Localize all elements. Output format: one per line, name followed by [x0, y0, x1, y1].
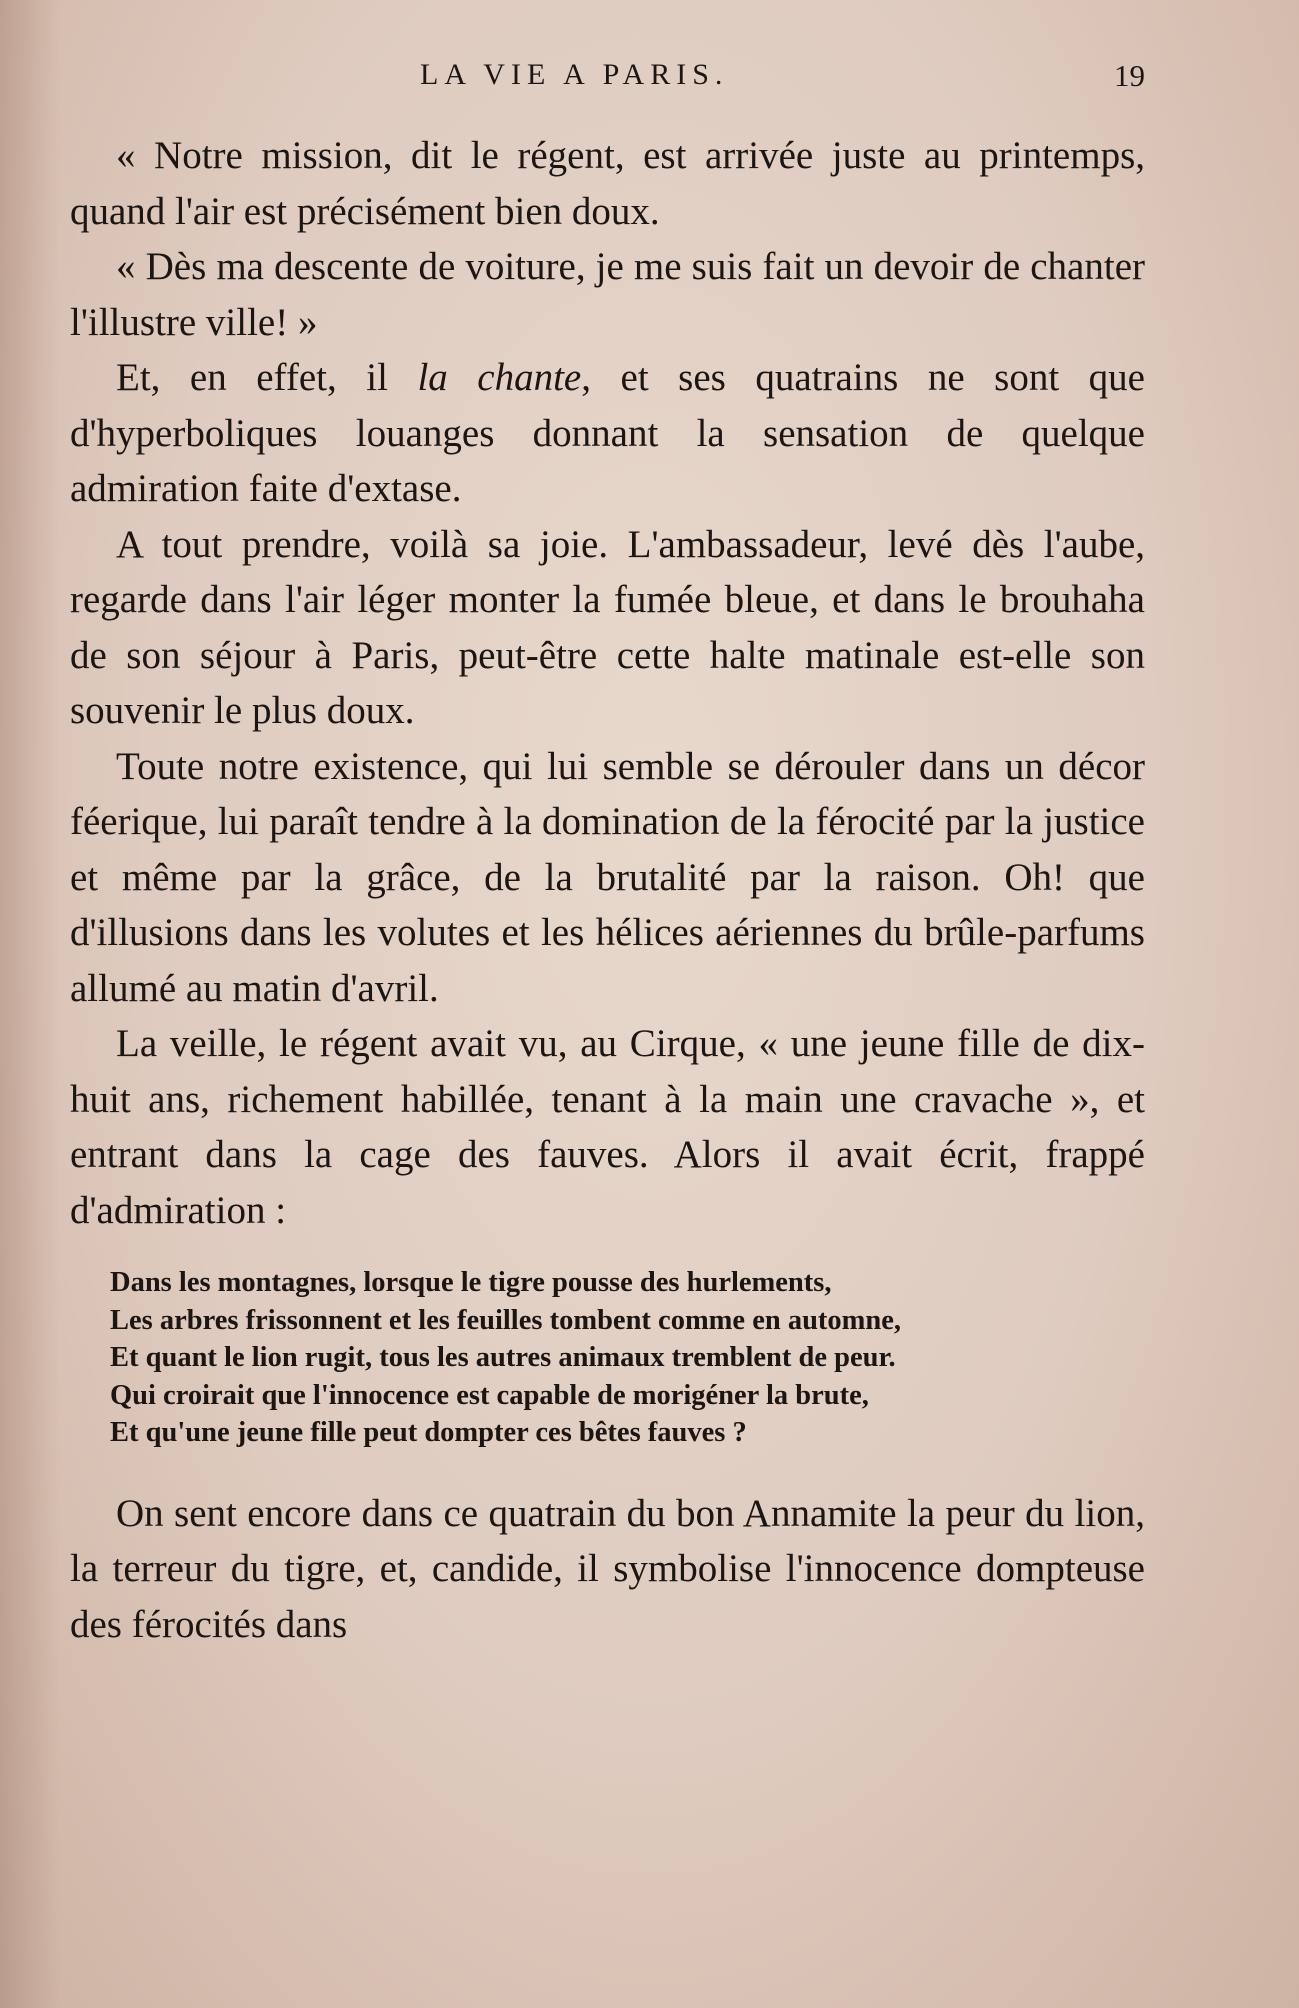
- verse-line-text: Dans les montagnes, lorsque le tigre pousse des hurlements,: [110, 1267, 832, 1298]
- verse-line: [70, 1264, 1145, 1302]
- body-text: [70, 128, 1145, 1652]
- page-gutter-shadow: [0, 0, 60, 2008]
- verse-line: [70, 1377, 1145, 1415]
- paragraph-3-start: Et, en effet, il: [116, 356, 418, 399]
- quoted-quatrain: [70, 1264, 1145, 1452]
- verse-line: [70, 1302, 1145, 1340]
- verse-line: [70, 1339, 1145, 1377]
- verse-line: [70, 1414, 1145, 1452]
- page-header: [70, 58, 1145, 98]
- paragraph-6: La veille, le régent avait vu, au Cirque, « une jeune fille de dix-huit ans, richement habillée, tenant à la main une cravache », et entrant dans la cage des fauves. Alors il avait écrit, frappé d'admiration :: [70, 1022, 1145, 1232]
- paragraph-1: « Notre mission, dit le régent, est arrivée juste au printemps, quand l'air est précisément bien doux.: [70, 134, 1145, 233]
- page-number: 19: [1114, 58, 1145, 93]
- verse-line-text: Et qu'une jeune fille peut dompter ces bêtes fauves ?: [110, 1417, 747, 1448]
- verse-line-text: Qui croirait que l'innocence est capable de morigéner la brute,: [110, 1379, 869, 1411]
- closing-paragraph: On sent encore dans ce quatrain du bon Annamite la peur du lion, la terreur du tigre, et, candide, il symbolise l'innocence dompteuse des férocités dans: [70, 1491, 1145, 1646]
- paragraph-4: A tout prendre, voilà sa joie. L'ambassadeur, levé dès l'aube, regarde dans l'air léger monter la fumée bleue, et dans le brouhaha de son séjour à Paris, peut-être cette halte matinale est-elle son souvenir le plus doux.: [70, 522, 1145, 732]
- verse-line-text: Et quant le lion rugit, tous les autres animaux tremblent de peur.: [110, 1342, 896, 1373]
- running-title: LA VIE A PARIS.: [420, 58, 729, 91]
- paragraph-3: [70, 350, 1145, 517]
- paragraph-3-italic: la chante: [417, 356, 582, 399]
- paragraph-3-end: , et ses quatrains ne sont que d'hyperboliques louanges donnant la sensation de quelque admiration faite d'extase.: [70, 356, 1145, 510]
- verse-line-text: Les arbres frissonnent et les feuilles tombent comme en automne,: [110, 1304, 902, 1336]
- paragraph-2: « Dès ma descente de voiture, je me suis fait un devoir de chanter l'illustre ville! »: [70, 245, 1145, 344]
- paragraph-5: Toute notre existence, qui lui semble se dérouler dans un décor féerique, lui paraît tendre à la domination de la férocité par la justice et même par la grâce, de la brutalité par la raison. Oh! que d'illusions dans les volutes et les hélices aériennes du brûle-parfums allumé au matin d'avril.: [70, 744, 1145, 1010]
